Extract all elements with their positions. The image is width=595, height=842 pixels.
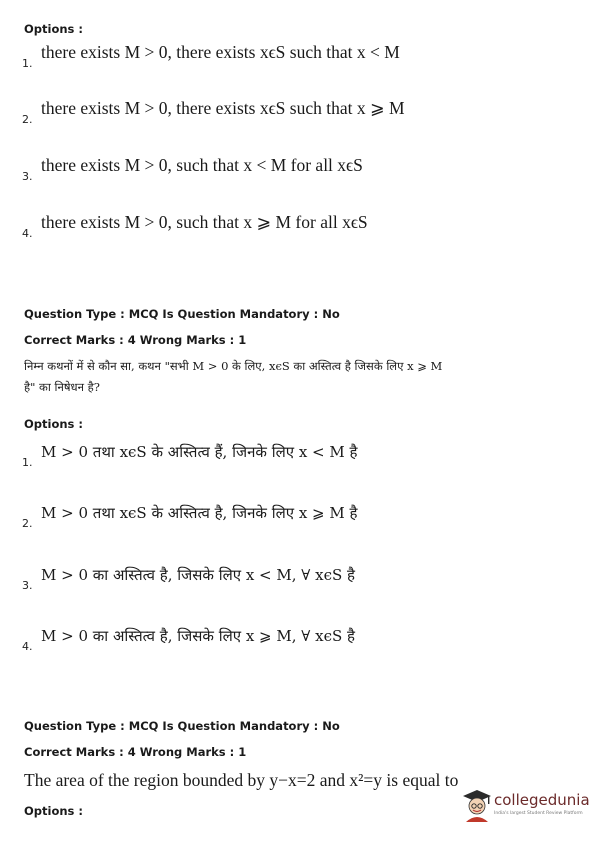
options-label: Options : — [24, 417, 83, 431]
option-text: M > 0 तथा xϵS के अस्तित्व हैं, जिनके लिए x < M है — [41, 443, 358, 461]
option-text: there exists M > 0, there exists xϵS such that x ⩾ M — [41, 98, 405, 118]
question-text: निम्न कथनों में से कौन सा, कथन "सभी M > 0 के लिए, xϵS का अस्तित्व है जिसके लिए x ⩾ M है" का निषेधन है? — [24, 359, 443, 394]
option-number: 2. — [22, 113, 33, 126]
question-text: The area of the region bounded by y−x=2 and x²=y is equal to — [24, 770, 459, 790]
option-number: 1. — [22, 57, 33, 70]
option-text: M > 0 का अस्तित्व है, जिसके लिए x < M, ∀ xϵS है — [41, 566, 355, 584]
marks-line: Correct Marks : 4 Wrong Marks : 1 — [24, 333, 247, 347]
option-text: there exists M > 0, such that x < M for all xϵS — [41, 155, 363, 175]
option-number: 3. — [22, 579, 33, 592]
options-label: Options : — [24, 804, 83, 818]
collegedunia-logo — [462, 787, 590, 825]
option-text: there exists M > 0, such that x ⩾ M for all xϵS — [41, 212, 368, 232]
option-number: 1. — [22, 456, 33, 469]
question-type-line: Question Type : MCQ Is Question Mandatory : No — [24, 307, 340, 321]
graduate-mascot-icon — [462, 789, 492, 823]
question-type-line: Question Type : MCQ Is Question Mandatory : No — [24, 719, 340, 733]
option-number: 4. — [22, 640, 33, 653]
logo-name: collegedunia — [494, 791, 590, 809]
options-label: Options : — [24, 22, 83, 36]
option-text: there exists M > 0, there exists xϵS such that x < M — [41, 42, 400, 62]
option-text: M > 0 का अस्तित्व है, जिसके लिए x ⩾ M, ∀ xϵS है — [41, 627, 355, 645]
logo-tagline: India's largest Student Review Platform — [494, 811, 583, 816]
marks-line: Correct Marks : 4 Wrong Marks : 1 — [24, 745, 247, 759]
option-number: 4. — [22, 227, 33, 240]
option-number: 3. — [22, 170, 33, 183]
option-text: M > 0 तथा xϵS के अस्तित्व है, जिनके लिए x ⩾ M है — [41, 504, 358, 522]
option-number: 2. — [22, 517, 33, 530]
